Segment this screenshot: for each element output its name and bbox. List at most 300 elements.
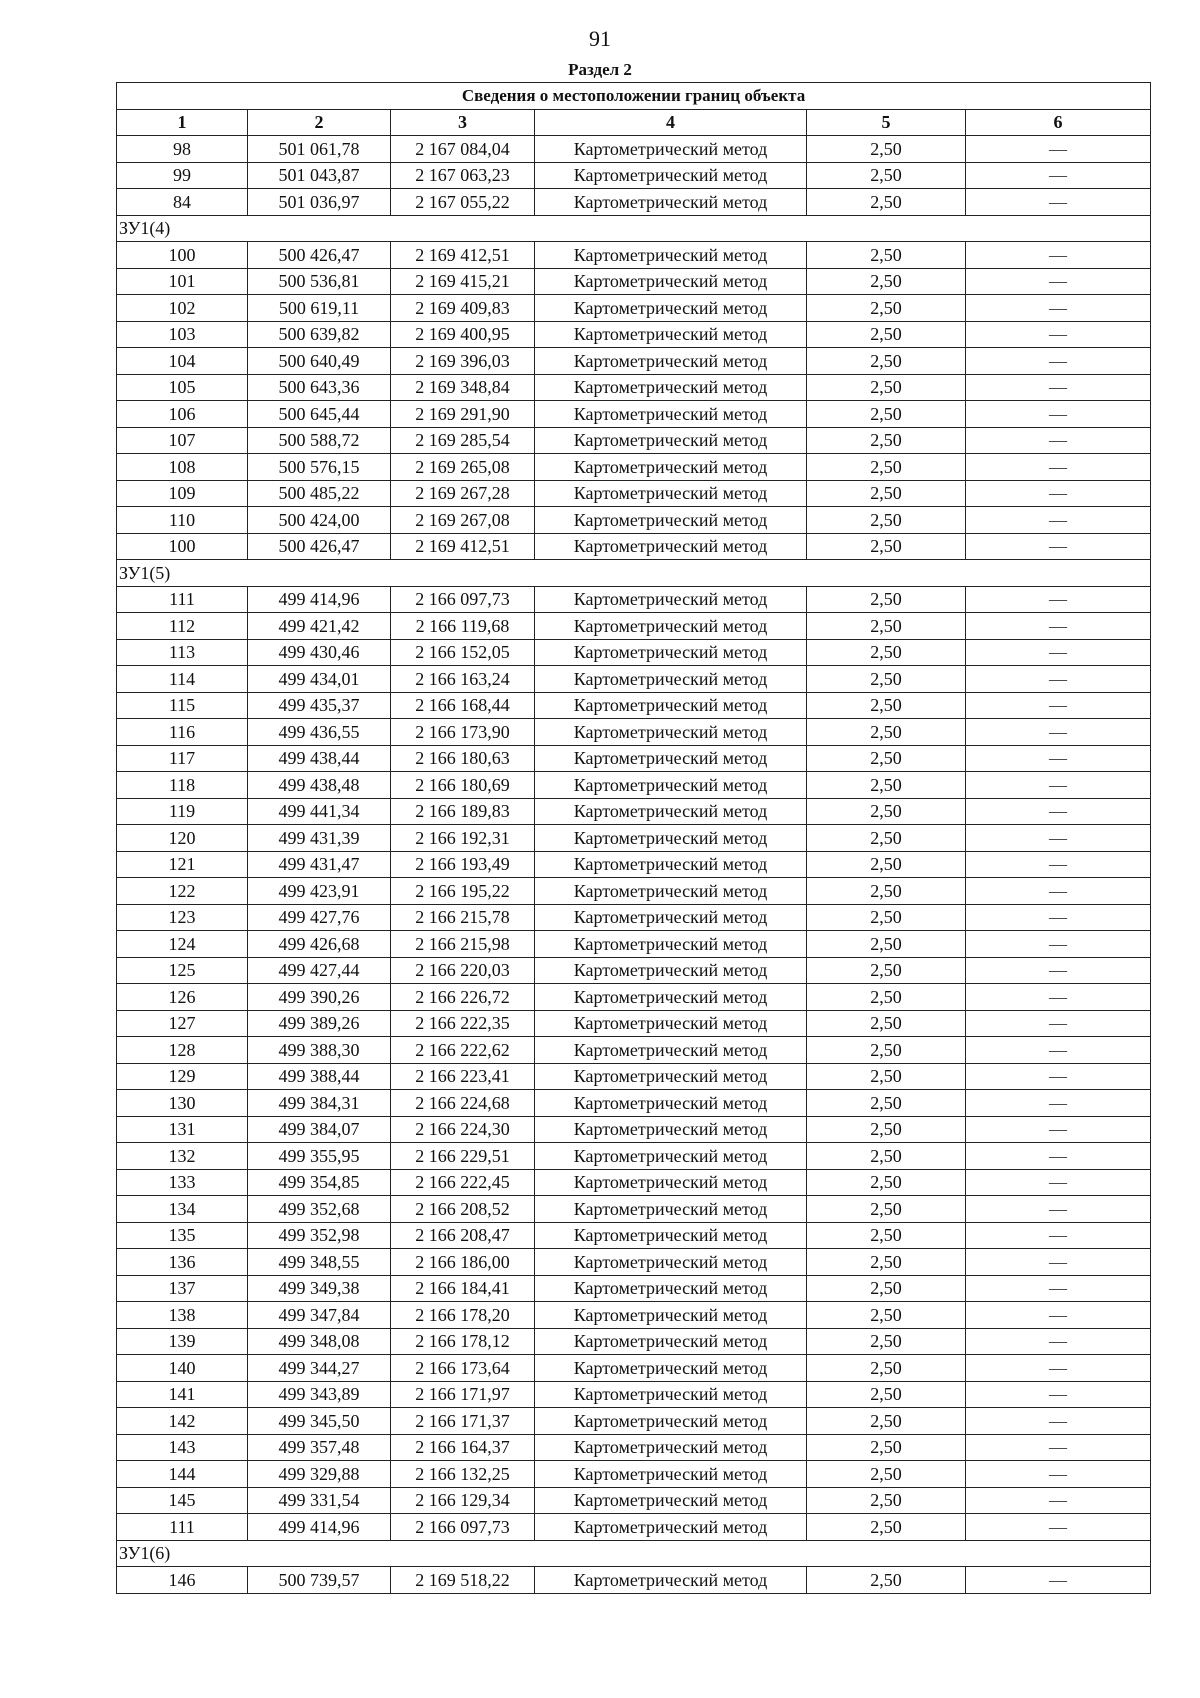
y-coordinate-cell: 2 169 291,90 [391, 401, 535, 428]
y-coordinate-cell: 2 166 173,90 [391, 719, 535, 746]
table-row [117, 1567, 1151, 1594]
point-number-cell: 105 [117, 374, 248, 401]
y-coordinate-cell: 2 169 400,95 [391, 321, 535, 348]
y-coordinate-cell: 2 166 222,45 [391, 1169, 535, 1196]
accuracy-cell: 2,50 [807, 1381, 966, 1408]
x-coordinate-cell: 499 430,46 [248, 639, 391, 666]
x-coordinate-cell: 500 640,49 [248, 348, 391, 375]
x-coordinate-cell: 499 384,31 [248, 1090, 391, 1117]
table-row [117, 1328, 1151, 1355]
table-row [117, 851, 1151, 878]
note-cell: — [966, 904, 1151, 931]
point-number-cell: 144 [117, 1461, 248, 1488]
y-coordinate-cell: 2 166 119,68 [391, 613, 535, 640]
y-coordinate-cell: 2 169 518,22 [391, 1567, 535, 1594]
x-coordinate-cell: 499 352,98 [248, 1222, 391, 1249]
table-row [117, 1302, 1151, 1329]
x-coordinate-cell: 499 426,68 [248, 931, 391, 958]
method-cell: Картометрический метод [535, 984, 807, 1011]
y-coordinate-cell: 2 166 222,35 [391, 1010, 535, 1037]
x-coordinate-cell: 499 431,47 [248, 851, 391, 878]
y-coordinate-cell: 2 166 186,00 [391, 1249, 535, 1276]
y-coordinate-cell: 2 167 084,04 [391, 136, 535, 163]
accuracy-cell: 2,50 [807, 1487, 966, 1514]
point-number-cell: 127 [117, 1010, 248, 1037]
accuracy-cell: 2,50 [807, 321, 966, 348]
point-number-cell: 119 [117, 798, 248, 825]
point-number-cell: 146 [117, 1567, 248, 1594]
point-number-cell: 142 [117, 1408, 248, 1435]
y-coordinate-cell: 2 166 193,49 [391, 851, 535, 878]
method-cell: Картометрический метод [535, 454, 807, 481]
y-coordinate-cell: 2 169 409,83 [391, 295, 535, 322]
method-cell: Картометрический метод [535, 1196, 807, 1223]
method-cell: Картометрический метод [535, 1169, 807, 1196]
x-coordinate-cell: 499 384,07 [248, 1116, 391, 1143]
y-coordinate-cell: 2 166 152,05 [391, 639, 535, 666]
x-coordinate-cell: 501 043,87 [248, 162, 391, 189]
table-row [117, 1461, 1151, 1488]
y-coordinate-cell: 2 166 129,34 [391, 1487, 535, 1514]
y-coordinate-cell: 2 166 220,03 [391, 957, 535, 984]
accuracy-cell: 2,50 [807, 798, 966, 825]
method-cell: Картометрический метод [535, 586, 807, 613]
y-coordinate-cell: 2 166 222,62 [391, 1037, 535, 1064]
note-cell: — [966, 878, 1151, 905]
note-cell: — [966, 772, 1151, 799]
accuracy-cell: 2,50 [807, 904, 966, 931]
y-coordinate-cell: 2 167 055,22 [391, 189, 535, 216]
note-cell: — [966, 984, 1151, 1011]
accuracy-cell: 2,50 [807, 136, 966, 163]
table-row [117, 1196, 1151, 1223]
accuracy-cell: 2,50 [807, 931, 966, 958]
method-cell: Картометрический метод [535, 480, 807, 507]
method-cell: Картометрический метод [535, 1408, 807, 1435]
x-coordinate-cell: 499 347,84 [248, 1302, 391, 1329]
table-row [117, 666, 1151, 693]
note-cell: — [966, 1090, 1151, 1117]
table-row [117, 1169, 1151, 1196]
x-coordinate-cell: 501 061,78 [248, 136, 391, 163]
y-coordinate-cell: 2 169 267,08 [391, 507, 535, 534]
note-cell: — [966, 374, 1151, 401]
accuracy-cell: 2,50 [807, 1328, 966, 1355]
point-number-cell: 111 [117, 586, 248, 613]
note-cell: — [966, 1275, 1151, 1302]
y-coordinate-cell: 2 166 215,78 [391, 904, 535, 931]
table-caption-row [117, 83, 1151, 110]
point-number-cell: 141 [117, 1381, 248, 1408]
x-coordinate-cell: 499 438,44 [248, 745, 391, 772]
table-caption: Сведения о местоположении границ объекта [117, 83, 1151, 110]
note-cell: — [966, 268, 1151, 295]
accuracy-cell: 2,50 [807, 692, 966, 719]
table-row [117, 1355, 1151, 1382]
point-number-cell: 139 [117, 1328, 248, 1355]
note-cell: — [966, 692, 1151, 719]
note-cell: — [966, 798, 1151, 825]
point-number-cell: 117 [117, 745, 248, 772]
y-coordinate-cell: 2 169 415,21 [391, 268, 535, 295]
y-coordinate-cell: 2 169 267,28 [391, 480, 535, 507]
y-coordinate-cell: 2 166 178,12 [391, 1328, 535, 1355]
note-cell: — [966, 1169, 1151, 1196]
method-cell: Картометрический метод [535, 851, 807, 878]
section-title: Раздел 2 [568, 60, 632, 79]
method-cell: Картометрический метод [535, 1434, 807, 1461]
page-number: 91 [589, 26, 611, 51]
column-header: 2 [248, 109, 391, 136]
note-cell: — [966, 401, 1151, 428]
accuracy-cell: 2,50 [807, 1169, 966, 1196]
point-number-cell: 98 [117, 136, 248, 163]
method-cell: Картометрический метод [535, 613, 807, 640]
point-number-cell: 103 [117, 321, 248, 348]
x-coordinate-cell: 499 389,26 [248, 1010, 391, 1037]
note-cell: — [966, 1434, 1151, 1461]
table-row [117, 1116, 1151, 1143]
x-coordinate-cell: 499 436,55 [248, 719, 391, 746]
accuracy-cell: 2,50 [807, 348, 966, 375]
accuracy-cell: 2,50 [807, 825, 966, 852]
note-cell: — [966, 1381, 1151, 1408]
accuracy-cell: 2,50 [807, 1408, 966, 1435]
y-coordinate-cell: 2 166 097,73 [391, 586, 535, 613]
method-cell: Картометрический метод [535, 374, 807, 401]
table-row [117, 1090, 1151, 1117]
point-number-cell: 101 [117, 268, 248, 295]
table-row [117, 1514, 1151, 1541]
x-coordinate-cell: 500 588,72 [248, 427, 391, 454]
table-row [117, 719, 1151, 746]
note-cell: — [966, 189, 1151, 216]
method-cell: Картометрический метод [535, 189, 807, 216]
accuracy-cell: 2,50 [807, 480, 966, 507]
point-number-cell: 124 [117, 931, 248, 958]
point-number-cell: 134 [117, 1196, 248, 1223]
x-coordinate-cell: 499 357,48 [248, 1434, 391, 1461]
x-coordinate-cell: 499 438,48 [248, 772, 391, 799]
y-coordinate-cell: 2 169 265,08 [391, 454, 535, 481]
x-coordinate-cell: 499 431,39 [248, 825, 391, 852]
method-cell: Картометрический метод [535, 1567, 807, 1594]
note-cell: — [966, 1010, 1151, 1037]
note-cell: — [966, 1143, 1151, 1170]
accuracy-cell: 2,50 [807, 851, 966, 878]
x-coordinate-cell: 499 355,95 [248, 1143, 391, 1170]
point-number-cell: 116 [117, 719, 248, 746]
point-number-cell: 118 [117, 772, 248, 799]
note-cell: — [966, 1328, 1151, 1355]
method-cell: Картометрический метод [535, 1249, 807, 1276]
x-coordinate-cell: 501 036,97 [248, 189, 391, 216]
accuracy-cell: 2,50 [807, 242, 966, 269]
point-number-cell: 130 [117, 1090, 248, 1117]
x-coordinate-cell: 499 344,27 [248, 1355, 391, 1382]
method-cell: Картометрический метод [535, 692, 807, 719]
y-coordinate-cell: 2 169 396,03 [391, 348, 535, 375]
point-number-cell: 102 [117, 295, 248, 322]
accuracy-cell: 2,50 [807, 639, 966, 666]
y-coordinate-cell: 2 166 192,31 [391, 825, 535, 852]
y-coordinate-cell: 2 166 224,30 [391, 1116, 535, 1143]
note-cell: — [966, 666, 1151, 693]
table-row [117, 692, 1151, 719]
column-header: 5 [807, 109, 966, 136]
y-coordinate-cell: 2 166 184,41 [391, 1275, 535, 1302]
y-coordinate-cell: 2 166 168,44 [391, 692, 535, 719]
accuracy-cell: 2,50 [807, 1275, 966, 1302]
column-header: 4 [535, 109, 807, 136]
accuracy-cell: 2,50 [807, 295, 966, 322]
accuracy-cell: 2,50 [807, 1196, 966, 1223]
table-row [117, 825, 1151, 852]
point-number-cell: 100 [117, 242, 248, 269]
accuracy-cell: 2,50 [807, 745, 966, 772]
y-coordinate-cell: 2 166 226,72 [391, 984, 535, 1011]
table-row [117, 507, 1151, 534]
point-number-cell: 143 [117, 1434, 248, 1461]
accuracy-cell: 2,50 [807, 1567, 966, 1594]
x-coordinate-cell: 499 441,34 [248, 798, 391, 825]
note-cell: — [966, 931, 1151, 958]
y-coordinate-cell: 2 169 285,54 [391, 427, 535, 454]
y-coordinate-cell: 2 166 180,69 [391, 772, 535, 799]
point-number-cell: 108 [117, 454, 248, 481]
accuracy-cell: 2,50 [807, 1355, 966, 1382]
point-number-cell: 126 [117, 984, 248, 1011]
point-number-cell: 107 [117, 427, 248, 454]
point-number-cell: 132 [117, 1143, 248, 1170]
note-cell: — [966, 1196, 1151, 1223]
table-row [117, 745, 1151, 772]
method-cell: Картометрический метод [535, 1275, 807, 1302]
accuracy-cell: 2,50 [807, 1302, 966, 1329]
point-number-cell: 115 [117, 692, 248, 719]
accuracy-cell: 2,50 [807, 586, 966, 613]
x-coordinate-cell: 499 348,55 [248, 1249, 391, 1276]
accuracy-cell: 2,50 [807, 666, 966, 693]
table-row [117, 295, 1151, 322]
table-row [117, 268, 1151, 295]
x-coordinate-cell: 499 427,76 [248, 904, 391, 931]
y-coordinate-cell: 2 167 063,23 [391, 162, 535, 189]
accuracy-cell: 2,50 [807, 1063, 966, 1090]
method-cell: Картометрический метод [535, 639, 807, 666]
table-row [117, 1037, 1151, 1064]
method-cell: Картометрический метод [535, 242, 807, 269]
x-coordinate-cell: 499 423,91 [248, 878, 391, 905]
x-coordinate-cell: 499 388,44 [248, 1063, 391, 1090]
note-cell: — [966, 1461, 1151, 1488]
x-coordinate-cell: 500 536,81 [248, 268, 391, 295]
note-cell: — [966, 1063, 1151, 1090]
group-row [117, 215, 1151, 242]
x-coordinate-cell: 500 639,82 [248, 321, 391, 348]
note-cell: — [966, 162, 1151, 189]
y-coordinate-cell: 2 166 097,73 [391, 1514, 535, 1541]
method-cell: Картометрический метод [535, 1090, 807, 1117]
table-row [117, 1063, 1151, 1090]
point-number-cell: 113 [117, 639, 248, 666]
boundary-coordinates-table [116, 82, 1151, 1594]
x-coordinate-cell: 499 343,89 [248, 1381, 391, 1408]
y-coordinate-cell: 2 166 208,47 [391, 1222, 535, 1249]
note-cell: — [966, 1408, 1151, 1435]
y-coordinate-cell: 2 169 412,51 [391, 533, 535, 560]
y-coordinate-cell: 2 166 224,68 [391, 1090, 535, 1117]
point-number-cell: 138 [117, 1302, 248, 1329]
point-number-cell: 140 [117, 1355, 248, 1382]
accuracy-cell: 2,50 [807, 427, 966, 454]
method-cell: Картометрический метод [535, 798, 807, 825]
point-number-cell: 136 [117, 1249, 248, 1276]
accuracy-cell: 2,50 [807, 1461, 966, 1488]
table-row [117, 1381, 1151, 1408]
method-cell: Картометрический метод [535, 401, 807, 428]
table-row [117, 480, 1151, 507]
note-cell: — [966, 1249, 1151, 1276]
x-coordinate-cell: 499 414,96 [248, 1514, 391, 1541]
point-number-cell: 114 [117, 666, 248, 693]
x-coordinate-cell: 500 485,22 [248, 480, 391, 507]
accuracy-cell: 2,50 [807, 507, 966, 534]
table-row [117, 321, 1151, 348]
method-cell: Картометрический метод [535, 507, 807, 534]
point-number-cell: 110 [117, 507, 248, 534]
y-coordinate-cell: 2 166 195,22 [391, 878, 535, 905]
x-coordinate-cell: 500 426,47 [248, 242, 391, 269]
group-row [117, 1540, 1151, 1567]
note-cell: — [966, 507, 1151, 534]
y-coordinate-cell: 2 166 223,41 [391, 1063, 535, 1090]
column-number-row [117, 109, 1151, 136]
x-coordinate-cell: 499 388,30 [248, 1037, 391, 1064]
accuracy-cell: 2,50 [807, 268, 966, 295]
note-cell: — [966, 480, 1151, 507]
table-row [117, 427, 1151, 454]
y-coordinate-cell: 2 166 164,37 [391, 1434, 535, 1461]
x-coordinate-cell: 500 424,00 [248, 507, 391, 534]
x-coordinate-cell: 499 427,44 [248, 957, 391, 984]
note-cell: — [966, 348, 1151, 375]
column-header: 6 [966, 109, 1151, 136]
method-cell: Картометрический метод [535, 666, 807, 693]
method-cell: Картометрический метод [535, 1302, 807, 1329]
method-cell: Картометрический метод [535, 1355, 807, 1382]
table-row [117, 1487, 1151, 1514]
point-number-cell: 131 [117, 1116, 248, 1143]
note-cell: — [966, 639, 1151, 666]
x-coordinate-cell: 500 576,15 [248, 454, 391, 481]
x-coordinate-cell: 500 426,47 [248, 533, 391, 560]
method-cell: Картометрический метод [535, 427, 807, 454]
column-header: 1 [117, 109, 248, 136]
table-row [117, 1434, 1151, 1461]
method-cell: Картометрический метод [535, 1143, 807, 1170]
accuracy-cell: 2,50 [807, 1037, 966, 1064]
point-number-cell: 84 [117, 189, 248, 216]
x-coordinate-cell: 499 421,42 [248, 613, 391, 640]
point-number-cell: 112 [117, 613, 248, 640]
note-cell: — [966, 1302, 1151, 1329]
table-row [117, 772, 1151, 799]
accuracy-cell: 2,50 [807, 957, 966, 984]
accuracy-cell: 2,50 [807, 1116, 966, 1143]
table-row [117, 136, 1151, 163]
accuracy-cell: 2,50 [807, 1514, 966, 1541]
y-coordinate-cell: 2 169 412,51 [391, 242, 535, 269]
accuracy-cell: 2,50 [807, 1222, 966, 1249]
note-cell: — [966, 1567, 1151, 1594]
group-label: ЗУ1(4) [117, 215, 1151, 242]
method-cell: Картометрический метод [535, 533, 807, 560]
group-label: ЗУ1(6) [117, 1540, 1151, 1567]
y-coordinate-cell: 2 166 215,98 [391, 931, 535, 958]
accuracy-cell: 2,50 [807, 878, 966, 905]
point-number-cell: 128 [117, 1037, 248, 1064]
point-number-cell: 120 [117, 825, 248, 852]
table-row [117, 242, 1151, 269]
note-cell: — [966, 136, 1151, 163]
method-cell: Картометрический метод [535, 772, 807, 799]
table-row [117, 401, 1151, 428]
x-coordinate-cell: 499 390,26 [248, 984, 391, 1011]
method-cell: Картометрический метод [535, 321, 807, 348]
method-cell: Картометрический метод [535, 348, 807, 375]
point-number-cell: 145 [117, 1487, 248, 1514]
y-coordinate-cell: 2 166 132,25 [391, 1461, 535, 1488]
method-cell: Картометрический метод [535, 1461, 807, 1488]
point-number-cell: 100 [117, 533, 248, 560]
note-cell: — [966, 533, 1151, 560]
table-row [117, 878, 1151, 905]
y-coordinate-cell: 2 166 178,20 [391, 1302, 535, 1329]
x-coordinate-cell: 499 434,01 [248, 666, 391, 693]
x-coordinate-cell: 499 354,85 [248, 1169, 391, 1196]
x-coordinate-cell: 499 331,54 [248, 1487, 391, 1514]
accuracy-cell: 2,50 [807, 189, 966, 216]
accuracy-cell: 2,50 [807, 533, 966, 560]
x-coordinate-cell: 500 643,36 [248, 374, 391, 401]
y-coordinate-cell: 2 166 229,51 [391, 1143, 535, 1170]
table-row [117, 957, 1151, 984]
point-number-cell: 135 [117, 1222, 248, 1249]
method-cell: Картометрический метод [535, 1037, 807, 1064]
method-cell: Картометрический метод [535, 162, 807, 189]
method-cell: Картометрический метод [535, 931, 807, 958]
note-cell: — [966, 321, 1151, 348]
note-cell: — [966, 745, 1151, 772]
accuracy-cell: 2,50 [807, 719, 966, 746]
note-cell: — [966, 825, 1151, 852]
y-coordinate-cell: 2 166 208,52 [391, 1196, 535, 1223]
accuracy-cell: 2,50 [807, 162, 966, 189]
note-cell: — [966, 1222, 1151, 1249]
table-row [117, 1222, 1151, 1249]
table-row [117, 1010, 1151, 1037]
table-row [117, 798, 1151, 825]
table-row [117, 613, 1151, 640]
table-body [117, 136, 1151, 1594]
point-number-cell: 123 [117, 904, 248, 931]
note-cell: — [966, 1514, 1151, 1541]
table-row [117, 1249, 1151, 1276]
table-row [117, 984, 1151, 1011]
method-cell: Картометрический метод [535, 1514, 807, 1541]
method-cell: Картометрический метод [535, 1010, 807, 1037]
